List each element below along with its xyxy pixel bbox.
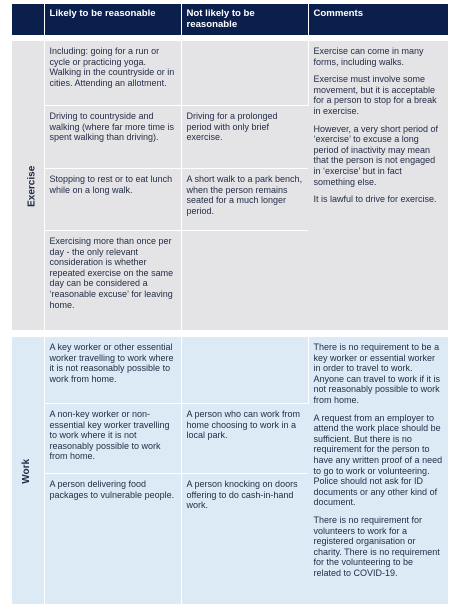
- table-row: [12, 337, 448, 404]
- comment-paragraph: There is no requirement for volunteers to work for a registered organisation or charity. There is no requirement for the volunteering to be related to COVID-19.: [313, 514, 440, 578]
- not-likely-cell: [181, 41, 308, 106]
- not-likely-cell: [181, 231, 308, 331]
- header-row: [12, 4, 448, 35]
- comment-paragraph: Exercise can come in many forms, including walks.: [313, 46, 424, 67]
- header-comments: Comments: [308, 4, 448, 35]
- likely-cell: A key worker or other essential worker travelling to work where it is not reasonably possible to work from home.: [44, 337, 181, 404]
- not-likely-cell: Driving for a prolonged period with only brief exercise.: [181, 106, 308, 169]
- header-likely: Likely to be reasonable: [44, 4, 181, 35]
- guidance-table: [12, 4, 448, 605]
- not-likely-cell: [181, 337, 308, 404]
- section-label-exercise: Exercise: [12, 41, 44, 331]
- likely-cell: A person delivering food packages to vulnerable people.: [44, 474, 181, 605]
- header-blank: [12, 4, 44, 35]
- not-likely-cell: A person knocking on doors offering to do cash-in-hand work.: [181, 474, 308, 605]
- likely-cell: Exercising more than once per day - the only relevant consideration is whether repeated exercise on the same day can be considered a ‘reasonable excuse’ for leaving home.: [44, 231, 181, 331]
- comments-cell-exercise: [308, 41, 448, 331]
- header-not-likely: Not likely to be reasonable: [181, 4, 308, 35]
- likely-cell: Driving to countryside and walking (where far more time is spent walking than driving).: [44, 106, 181, 169]
- section-label-work: Work: [12, 337, 44, 605]
- not-likely-cell: A short walk to a park bench, when the person remains seated for a much longer period.: [181, 169, 308, 231]
- comments-cell-work: [308, 337, 448, 605]
- comment-paragraph: However, a very short period of ‘exercise’ to excuse a long period of inactivity may mean that the person is not engaged in ‘exercise’ but in fact something else.: [313, 123, 439, 187]
- likely-cell: A non-key worker or non-essential key worker travelling to work where it is not reasonably possible to work from home.: [44, 404, 181, 474]
- not-likely-cell: A person who can work from home choosing to work in a local park.: [181, 404, 308, 474]
- table-row: [12, 41, 448, 106]
- comment-paragraph: A request from an employer to attend the work place should be sufficient. But there is no requirement for the person to have any written proof of a need to go to work or volunteering. Police should not ask for ID documents or any other kind of document.: [313, 412, 443, 508]
- comment-paragraph: It is lawful to drive for exercise.: [313, 194, 437, 205]
- comment-paragraph: Exercise must involve some movement, but it is acceptable for a person to stop for a break in exercise.: [313, 74, 437, 116]
- comment-paragraph: There is no requirement to be a key worker or essential worker in order to travel to work. Anyone can travel to work if it is not reasonably possible to work from home.: [313, 342, 441, 405]
- likely-cell: Including: going for a run or cycle or practicing yoga. Walking in the countryside or in cities. Attending an allotment.: [44, 41, 181, 106]
- likely-cell: Stopping to rest or to eat lunch while on a long walk.: [44, 169, 181, 231]
